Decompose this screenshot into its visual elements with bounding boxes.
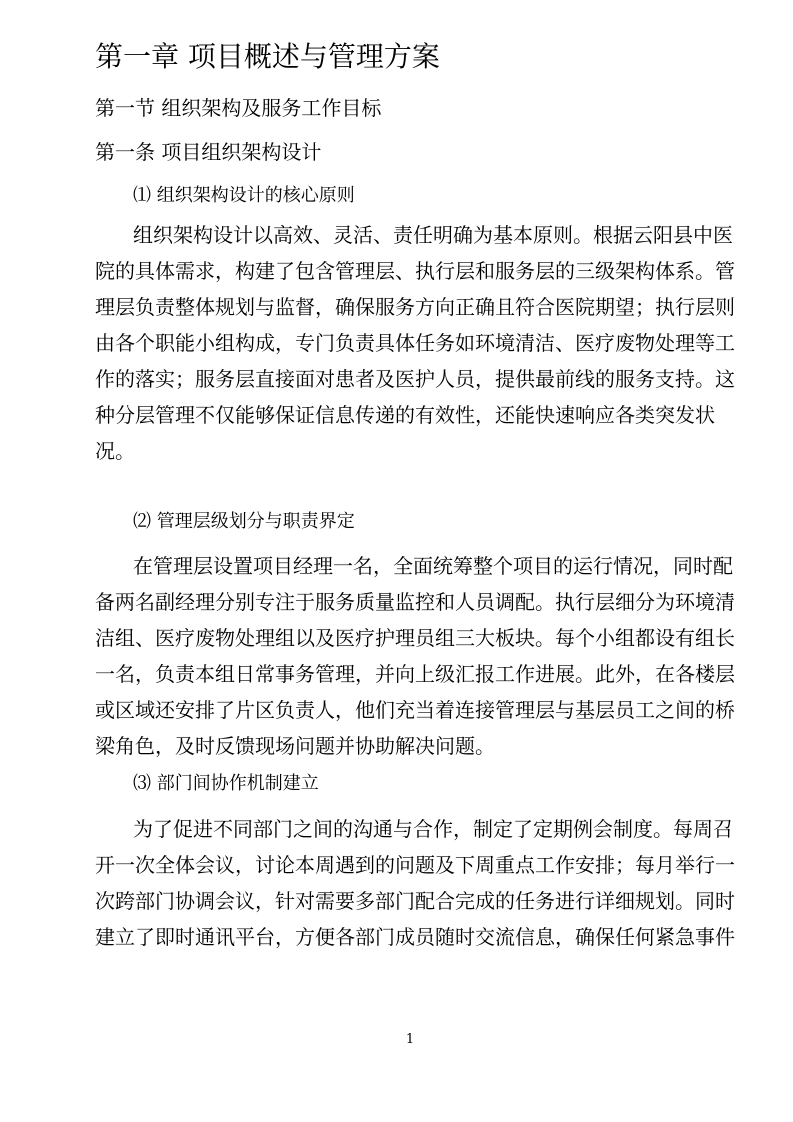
- article-title: 第一条 项目组织架构设计: [95, 140, 322, 164]
- paragraph-line: 梁角色，及时反馈现场问题并协助解决问题。: [95, 734, 495, 758]
- paragraph-line: 或区域还安排了片区负责人，他们充当着连接管理层与基层员工之间的桥: [95, 698, 735, 722]
- paragraph-line: 在管理层设置项目经理一名，全面统筹整个项目的运行情况，同时配: [133, 554, 733, 578]
- paragraph-line: 一名，负责本组日常事务管理，并向上级汇报工作进展。此外，在各楼层: [95, 662, 735, 686]
- paragraph-line: 作的落实；服务层直接面对患者及医护人员，提供最前线的服务支持。这: [95, 367, 735, 391]
- paragraph-line: 由各个职能小组构成，专门负责具体任务如环境清洁、医疗废物处理等工: [95, 331, 735, 355]
- subsection-heading-3: ⑶ 部门间协作机制建立: [133, 773, 319, 794]
- subsection-heading-2: ⑵ 管理层级划分与职责界定: [133, 511, 355, 532]
- subsection-heading-1: ⑴ 组织架构设计的核心原则: [133, 185, 355, 206]
- paragraph-2: [95, 548, 735, 764]
- chapter-title: 第一章 项目概述与管理方案: [95, 40, 440, 73]
- paragraph-line: 况。: [95, 439, 135, 463]
- paragraph-1: [95, 217, 735, 469]
- paragraph-line: 次跨部门协调会议，针对需要多部门配合完成的任务进行详细规划。同时: [95, 889, 735, 913]
- paragraph-line: 理层负责整体规划与监督，确保服务方向正确且符合医院期望；执行层则: [95, 295, 735, 319]
- paragraph-line: 建立了即时通讯平台，方便各部门成员随时交流信息，确保任何紧急事件: [95, 925, 735, 949]
- paragraph-line: 种分层管理不仅能够保证信息传递的有效性，还能快速响应各类突发状: [95, 403, 715, 427]
- paragraph-line: 为了促进不同部门之间的沟通与合作，制定了定期例会制度。每周召: [133, 817, 733, 841]
- section-title: 第一节 组织架构及服务工作目标: [95, 96, 382, 120]
- paragraph-line: 院的具体需求，构建了包含管理层、执行层和服务层的三级架构体系。管: [95, 259, 735, 283]
- paragraph-line: 洁组、医疗废物处理组以及医疗护理员组三大板块。每个小组都设有组长: [95, 626, 735, 650]
- paragraph-3: [95, 811, 735, 955]
- paragraph-line: 备两名副经理分别专注于服务质量监控和人员调配。执行层细分为环境清: [95, 590, 735, 614]
- paragraph-line: 开一次全体会议，讨论本周遇到的问题及下周重点工作安排；每月举行一: [95, 853, 735, 877]
- page-number: 1: [405, 1032, 415, 1047]
- paragraph-line: 组织架构设计以高效、灵活、责任明确为基本原则。根据云阳县中医: [133, 223, 733, 247]
